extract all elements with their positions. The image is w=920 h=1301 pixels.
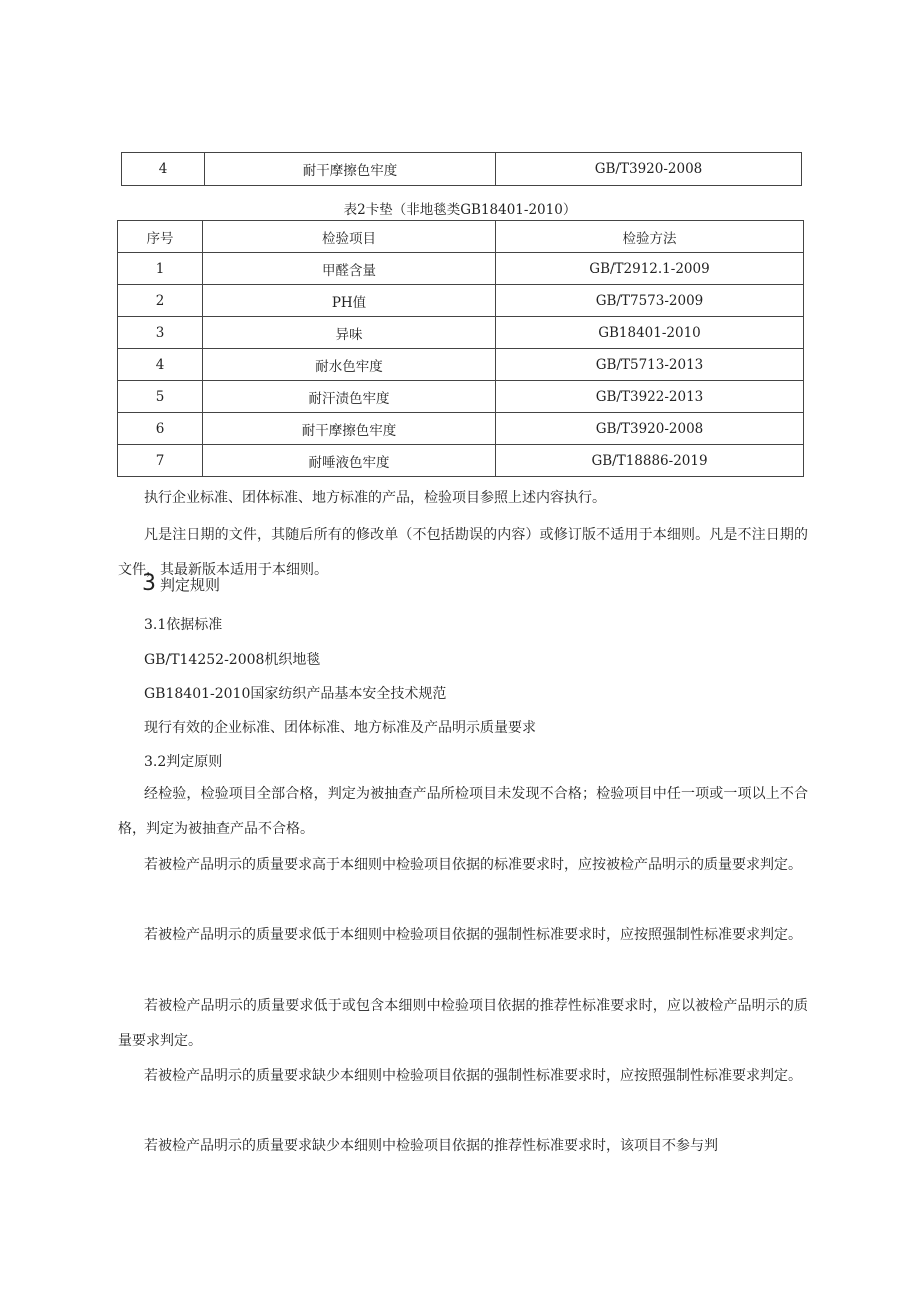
header-seq: 序号 [118,221,203,253]
cell-item: 耐干摩擦色牢度 [205,153,496,186]
cell-seq: 5 [118,381,203,413]
table-row [118,381,804,413]
paragraph-rule-higher: 若被检产品明示的质量要求高于本细则中检验项目依据的标准要求时，应按被检产品明示的质量要求判定。 [144,857,802,873]
cell-method: GB/T2912.1-2009 [496,253,804,285]
paragraph-rule-lower-mandatory: 若被检产品明示的质量要求低于本细则中检验项目依据的强制性标准要求时，应按照强制性标准要求判定。 [144,927,802,943]
paragraph-dated-documents: 凡是注日期的文件，其随后所有的修改单（不包括勘误的内容）或修订版不适用于本细则。凡是不注日期的文件，其最新版本适用于本细则。 [118,527,808,578]
table-2 [117,220,804,477]
table-row [118,253,804,285]
cell-seq: 4 [122,153,205,186]
cell-item: 甲醛含量 [203,253,496,285]
subsection-3-1: 3.1依据标准 [144,617,223,633]
standard-item: GB/T14252-2008机织地毯 [144,652,321,668]
cell-method: GB18401-2010 [496,317,804,349]
cell-method: GB/T3922-2013 [496,381,804,413]
cell-seq: 4 [118,349,203,381]
section-title: 判定规则 [160,576,221,594]
cell-item: PH值 [203,285,496,317]
table-row [118,317,804,349]
table-2-caption: 表2卡垫（非地毯类GB18401-2010） [343,202,577,218]
cell-method: GB/T7573-2009 [496,285,804,317]
header-method: 检验方法 [496,221,804,253]
paragraph-judgement-principle: 经检验，检验项目全部合格，判定为被抽查产品所检项目未发现不合格；检验项目中任一项或一项以上不合格，判定为被抽查产品不合格。 [118,786,808,837]
cell-item: 耐唾液色牢度 [203,445,496,477]
cell-method: GB/T5713-2013 [496,349,804,381]
table-header-row [118,221,804,253]
cell-seq: 6 [118,413,203,445]
table-row [118,413,804,445]
cell-item: 耐汗渍色牢度 [203,381,496,413]
header-item: 检验项目 [203,221,496,253]
standard-item: GB18401-2010国家纺织产品基本安全技术规范 [144,686,447,702]
section-number: 3 [142,571,156,596]
cell-item: 耐水色牢度 [203,349,496,381]
paragraph-rule-missing-recommended: 若被检产品明示的质量要求缺少本细则中检验项目依据的推荐性标准要求时，该项目不参与判 [144,1138,718,1154]
section-heading [142,571,220,596]
cell-method: GB/T3920-2008 [496,153,802,186]
cell-method: GB/T3920-2008 [496,413,804,445]
cell-item: 异味 [203,317,496,349]
table-row [118,349,804,381]
table-1-continued [121,152,802,186]
table-row [118,445,804,477]
cell-seq: 2 [118,285,203,317]
cell-item: 耐干摩擦色牢度 [203,413,496,445]
table-row [122,153,802,186]
subsection-3-2: 3.2判定原则 [144,754,223,770]
paragraph-execution-note: 执行企业标准、团体标准、地方标准的产品，检验项目参照上述内容执行。 [144,490,606,506]
table-row [118,285,804,317]
cell-method: GB/T18886-2019 [496,445,804,477]
standard-item: 现行有效的企业标准、团体标准、地方标准及产品明示质量要求 [144,720,536,736]
paragraph-rule-missing-mandatory: 若被检产品明示的质量要求缺少本细则中检验项目依据的强制性标准要求时，应按照强制性标准要求判定。 [144,1068,802,1084]
cell-seq: 3 [118,317,203,349]
cell-seq: 1 [118,253,203,285]
paragraph-rule-lower-recommended: 若被检产品明示的质量要求低于或包含本细则中检验项目依据的推荐性标准要求时，应以被检产品明示的质量要求判定。 [118,998,808,1049]
cell-seq: 7 [118,445,203,477]
